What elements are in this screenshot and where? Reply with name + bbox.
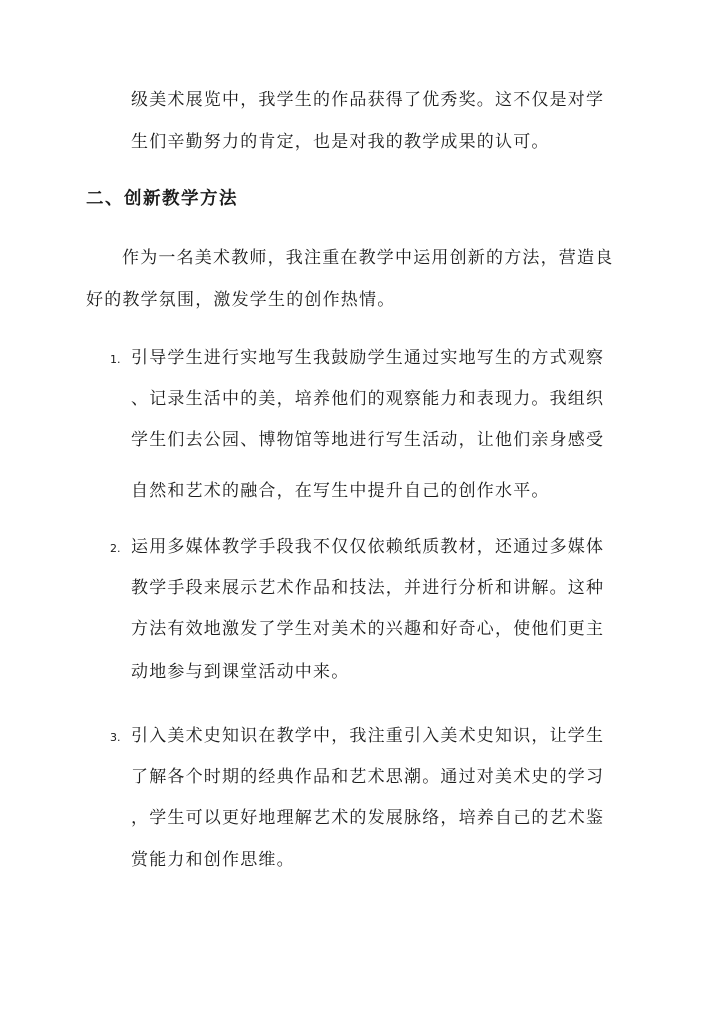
list-item-line: 动地参与到课堂活动中来。 bbox=[131, 662, 350, 682]
list-item-line: 引导学生进行实地写生我鼓励学生通过实地写生的方式观察 bbox=[131, 348, 605, 368]
list-item-line: 自然和艺术的融合，在写生中提升自己的创作水平。 bbox=[131, 481, 550, 501]
list-item-line: 方法有效地激发了学生对美术的兴趣和好奇心，使他们更主 bbox=[131, 619, 605, 639]
section-paragraph-line-1: 作为一名美术教师，我注重在教学中运用创新的方法，营造良 bbox=[122, 248, 614, 268]
list-item-number: 2. bbox=[110, 542, 121, 555]
list-item-number: 3. bbox=[110, 731, 121, 744]
list-item-line: 运用多媒体教学手段我不仅仅依赖纸质教材，还通过多媒体 bbox=[131, 537, 605, 557]
list-item-line: 引入美术史知识在教学中，我注重引入美术史知识，让学生 bbox=[131, 726, 605, 746]
list-item-line: ，学生可以更好地理解艺术的发展脉络，培养自己的艺术鉴 bbox=[131, 808, 605, 828]
section-paragraph-line-2: 好的教学氛围，激发学生的创作热情。 bbox=[86, 290, 396, 310]
section-heading: 二、创新教学方法 bbox=[86, 189, 238, 209]
list-item-line: 学生们去公园、博物馆等地进行写生活动，让他们亲身感受 bbox=[131, 430, 605, 450]
list-item-line: 赏能力和创作思维。 bbox=[131, 850, 295, 870]
intro-line-2: 生们辛勤努力的肯定，也是对我的教学成果的认可。 bbox=[131, 132, 550, 152]
list-item-number: 1. bbox=[110, 353, 121, 366]
list-item-line: 了解各个时期的经典作品和艺术思潮。通过对美术史的学习 bbox=[131, 767, 605, 787]
list-item-line: 、记录生活中的美，培养他们的观察能力和表现力。我组织 bbox=[131, 389, 605, 409]
intro-line-1: 级美术展览中，我学生的作品获得了优秀奖。这不仅是对学 bbox=[131, 90, 605, 110]
list-item-line: 教学手段来展示艺术作品和技法，并进行分析和讲解。这种 bbox=[131, 578, 605, 598]
